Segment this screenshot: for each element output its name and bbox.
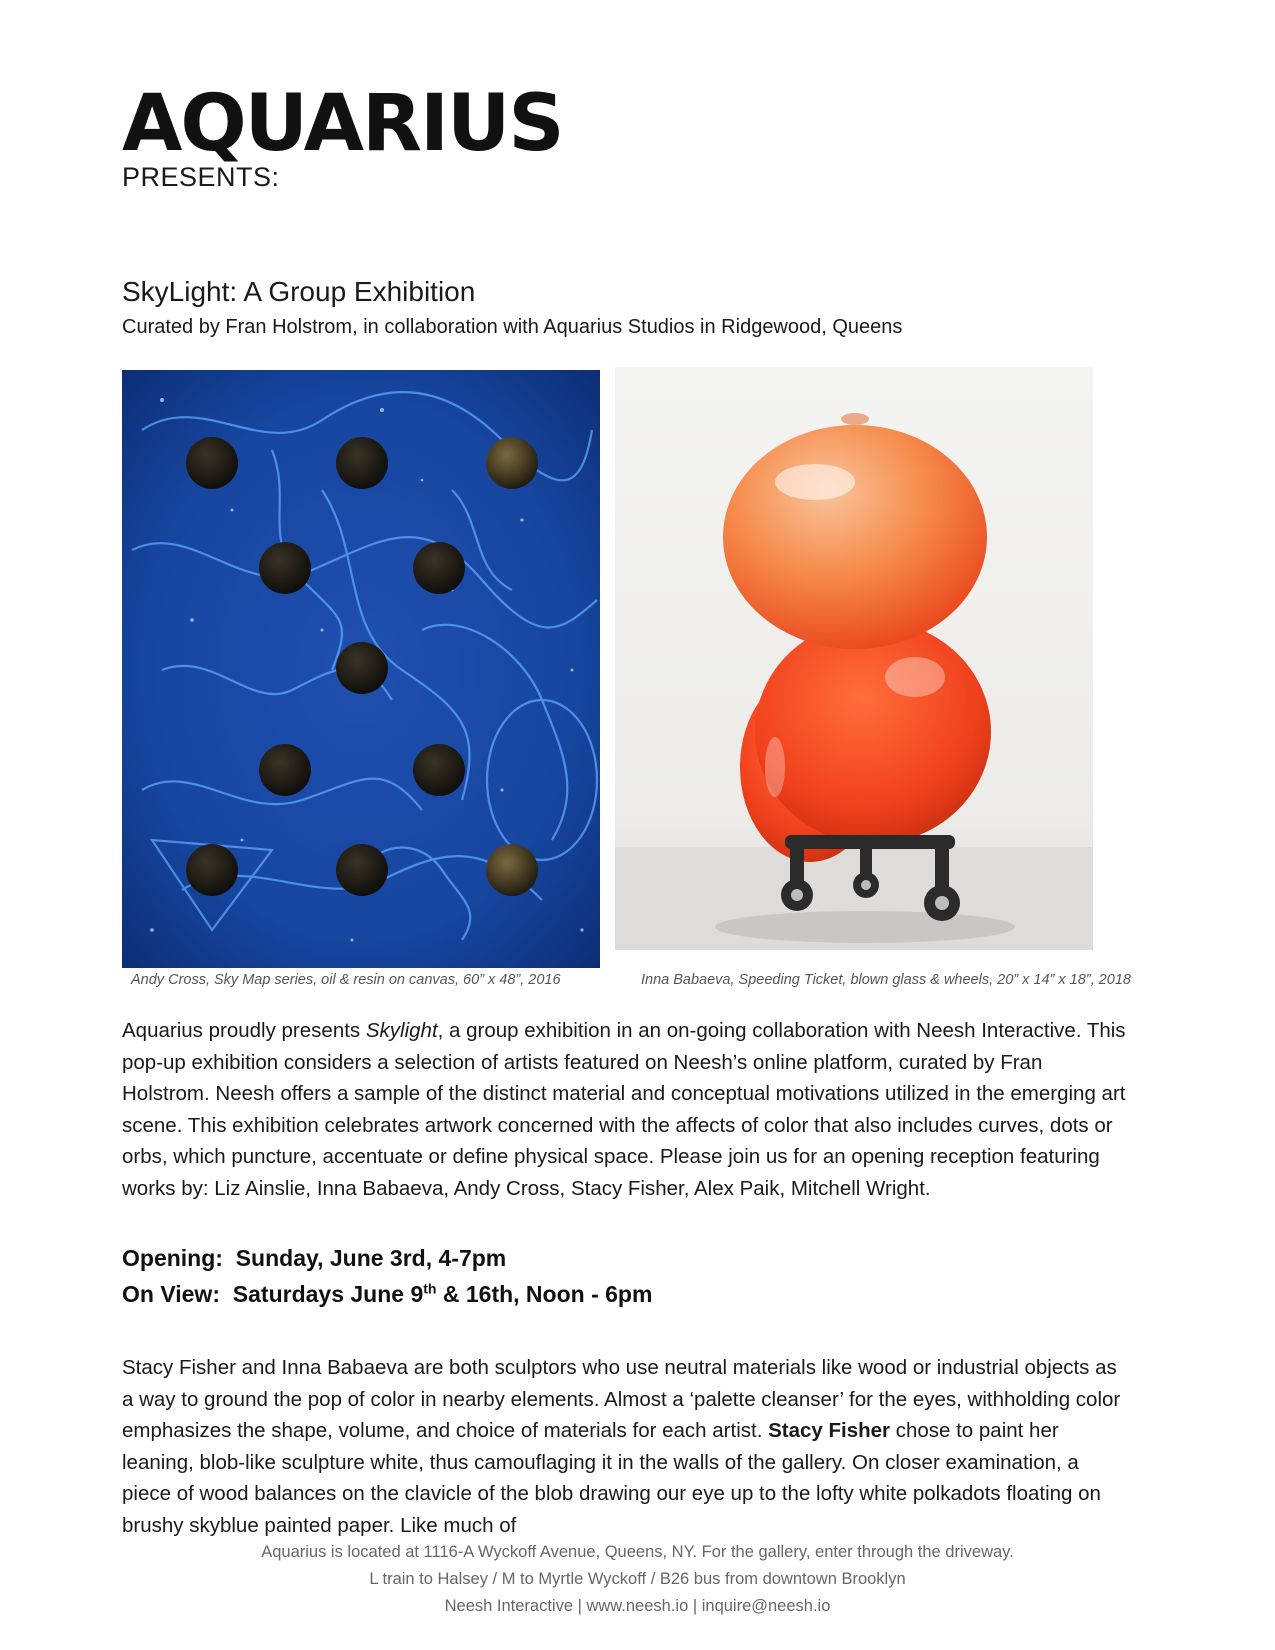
artwork-caption-speeding-ticket: Inna Babaeva, Speeding Ticket, blown glass & wheels, 20” x 14” x 18”, 2018 [641,972,1131,988]
aquarius-logo-graphic [122,79,563,169]
footer-contact: Neesh Interactive | www.neesh.io | inquire@neesh.io [444,1597,831,1615]
body-rest: chose to paint her leaning, blob-like sculpture white, thus camouflaging it in the walls of the gallery. On closer examination, a piece of wood balances on the clavicle of the blob drawing our eye up to the lofty white polkadots floating on brushy skyblue painted paper. Like much of [122,1419,1101,1537]
onview-value-a: Saturdays June 9 [232,1281,424,1307]
body-bold-name: Stacy Fisher [768,1419,891,1442]
aquarius-logo [122,79,563,169]
intro-paragraph [122,1015,1132,1204]
onview-value-b: & 16th, Noon - 6pm [436,1281,653,1307]
opening-line [122,1240,652,1276]
onview-label: On View: [122,1281,220,1307]
artwork-speeding-ticket-image [615,367,1093,950]
opening-label: Opening: [122,1245,223,1271]
intro-title-italic: Skylight [365,1019,438,1042]
footer-address: Aquarius is located at 1116-A Wyckoff Avenue, Queens, NY. For the gallery, enter through the driveway. [261,1543,1014,1561]
body-paragraph [122,1352,1132,1537]
presents-label: PRESENTS: [122,162,280,192]
onview-line [122,1276,652,1312]
exhibition-title: SkyLight: A Group Exhibition [122,276,476,307]
body-lead: Stacy Fisher and Inna Babaeva are both sculptors who use neutral materials like wood or industrial objects as a way to ground the pop of color in nearby elements. Almost a ‘palette cleanser’ for the eyes, withholding color emphasizes the shape, volume, and choice of materials for each artist. [122,1356,1121,1442]
event-dates [122,1240,652,1312]
opening-value: Sunday, June 3rd, 4-7pm [235,1245,507,1271]
intro-rest: , a group exhibition in an on-going collaboration with Neesh Interactive. This pop-up exhibition considers a selection of artists featured on Neesh’s online platform, curated by Fran Holstrom. Neesh offers a sample of the distinct material and conceptual motivations utilized in the emerging art scene. This exhibition celebrates artwork concerned with the affects of color that also includes curves, dots or orbs, which puncture, accentuate or define physical space. Please join us for an opening reception featuring works by: Liz Ainslie, Inna Babaeva, Andy Cross, Stacy Fisher, Alex Paik, Mitchell Wright. [122,1019,1126,1200]
footer [0,1539,1275,1620]
artwork-caption-sky-map: Andy Cross, Sky Map series, oil & resin on canvas, 60” x 48”, 2016 [131,972,561,988]
intro-lead: Aquarius proudly presents [122,1019,366,1042]
exhibition-subtitle: Curated by Fran Holstrom, in collaboration with Aquarius Studios in Ridgewood, Queens [122,316,903,338]
footer-transit: L train to Halsey / M to Myrtle Wyckoff / B26 bus from downtown Brooklyn [369,1570,906,1588]
artwork-sky-map-image [122,370,600,968]
logo-text: AQUARIUS [122,79,563,169]
onview-sup: th [423,1280,437,1297]
